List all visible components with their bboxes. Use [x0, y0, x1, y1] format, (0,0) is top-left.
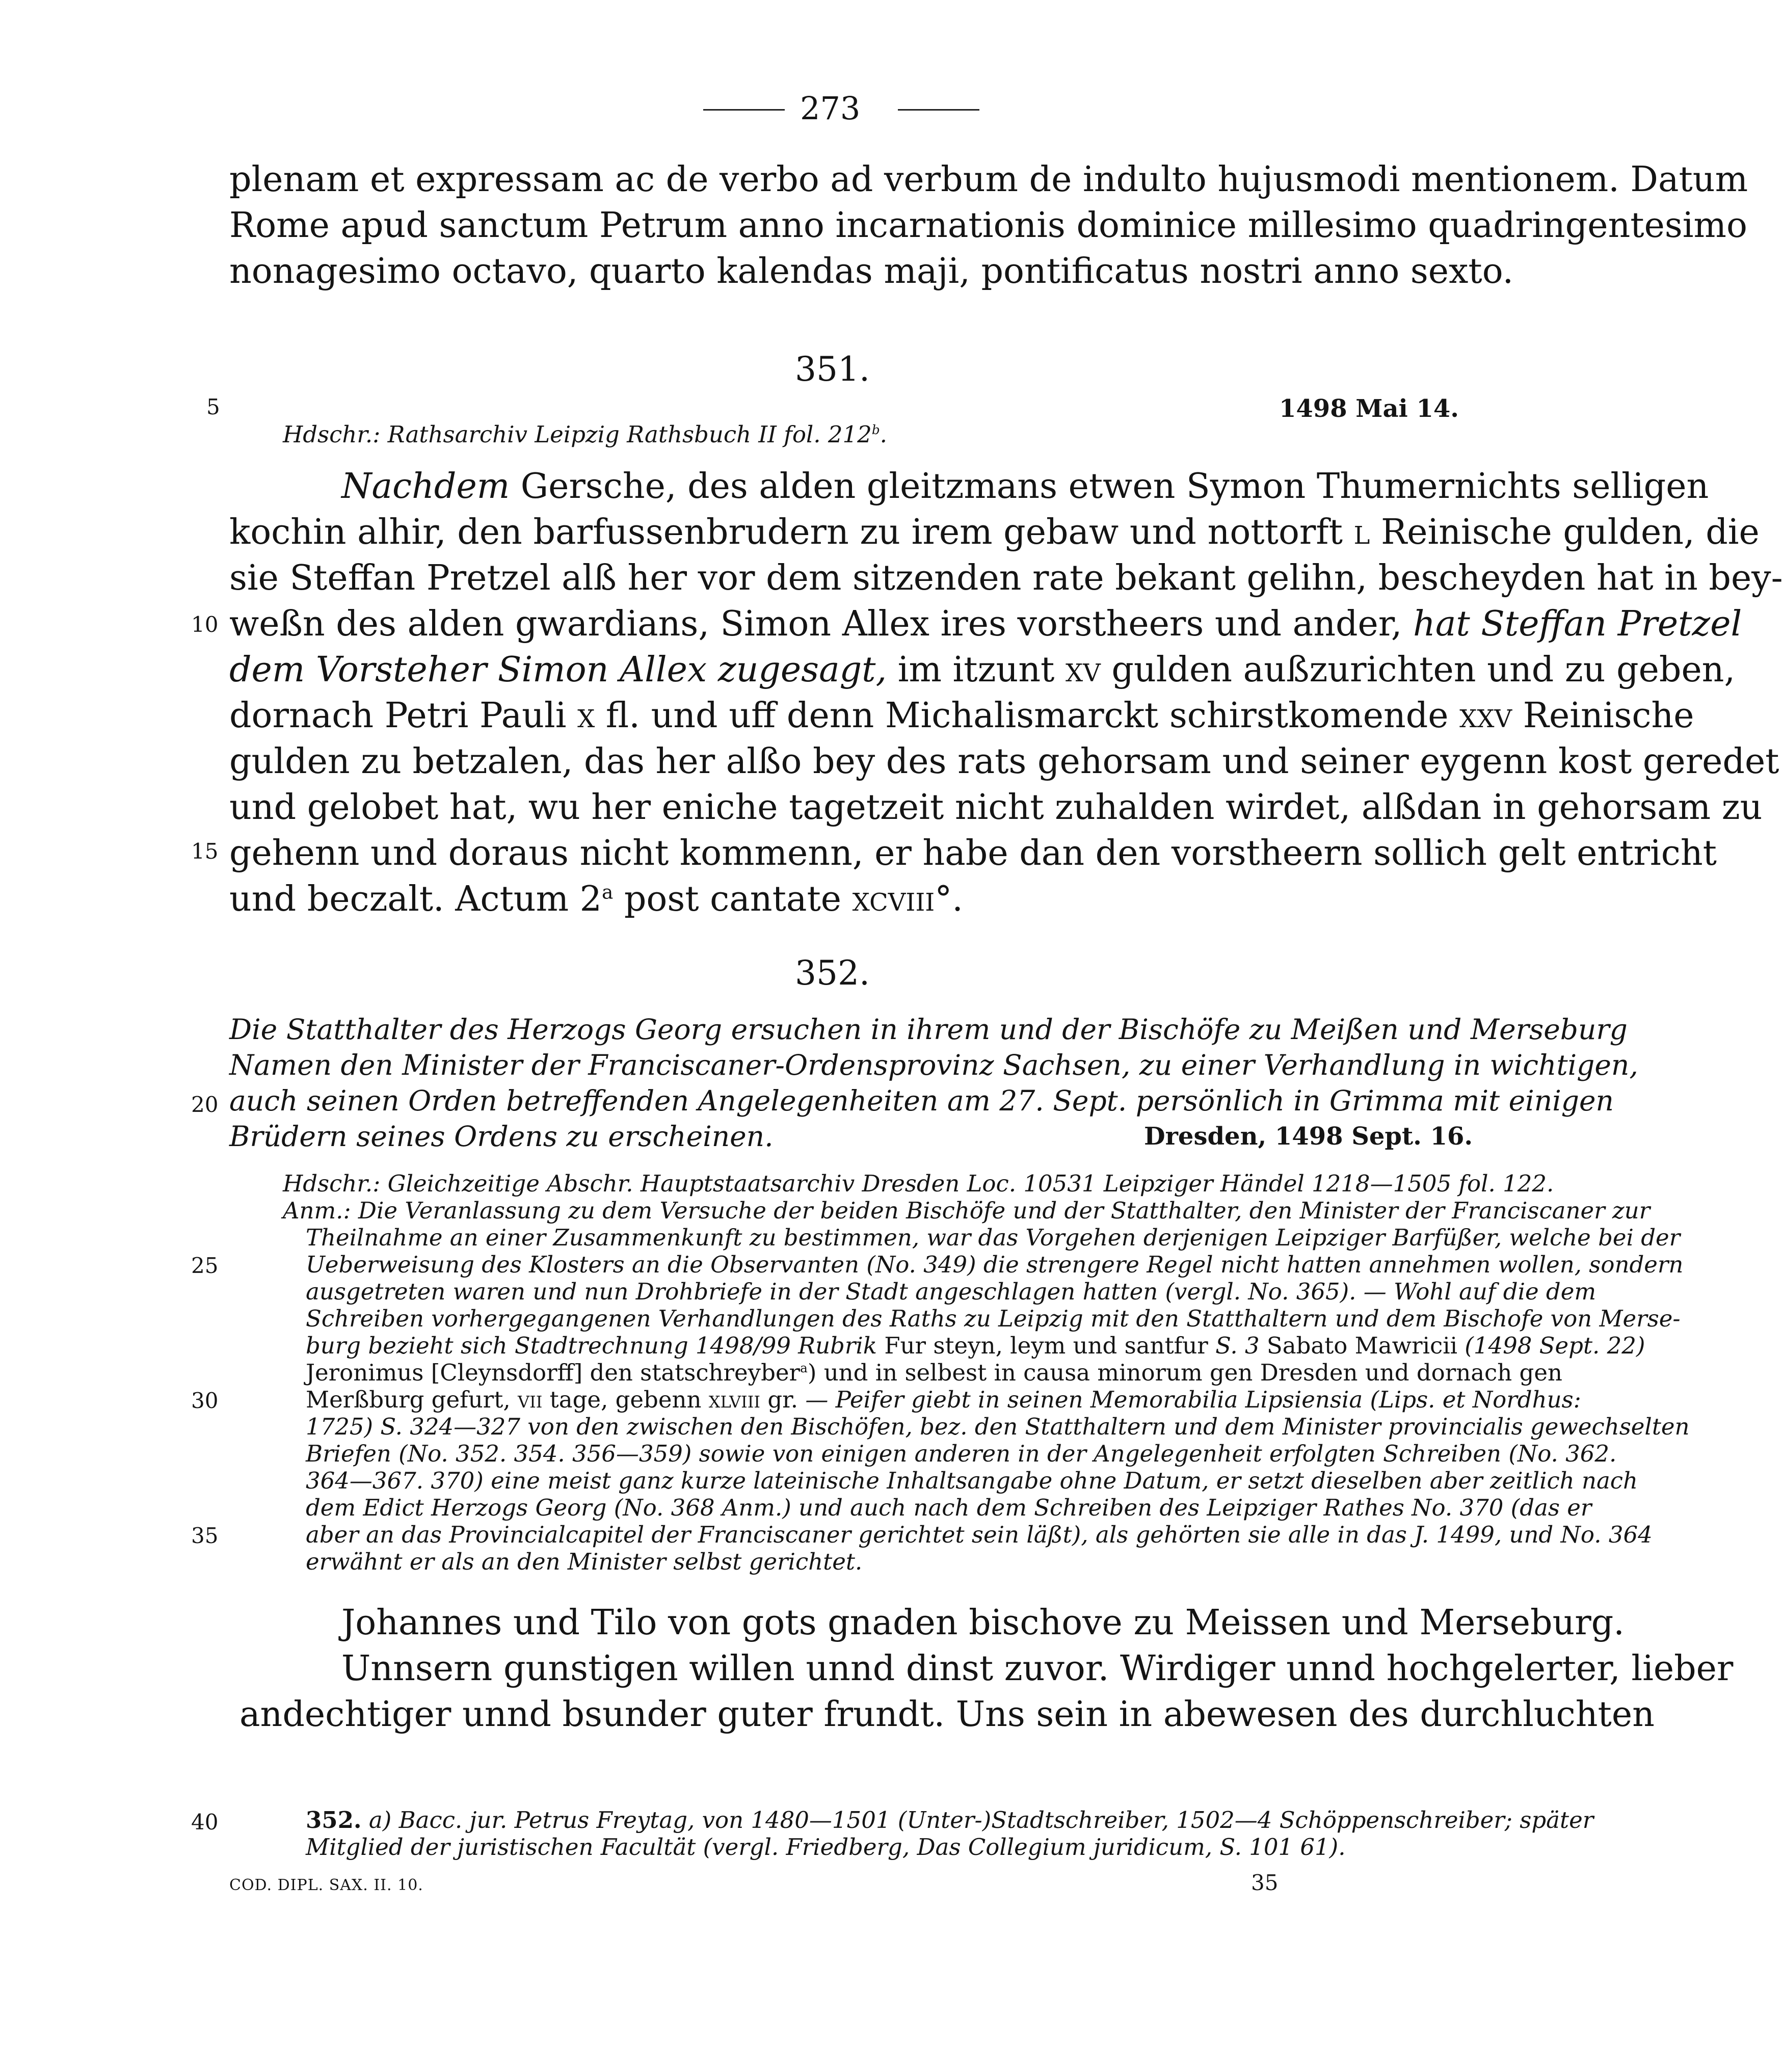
doc-351-line-4-a: weßn des alden gwardians, Simon Allex ires vorstheers und ander, [229, 604, 1414, 644]
doc-351-line-6 [229, 693, 1694, 739]
doc-352-note-8-a: Merßburg gefurt, [306, 1386, 518, 1413]
intro-line-3: nonagesimo octavo, quarto kalendas maji, pontificatus nostri anno sexto. [229, 251, 1514, 291]
footer-signature: COD. DIPL. SAX. II. 10. [229, 1876, 423, 1894]
page-number: 273 [800, 90, 861, 127]
doc-351-numeral-l: l [1353, 512, 1370, 552]
doc-352-note-6-e: (1498 Sept. 22) [1465, 1332, 1645, 1359]
doc-352-letter-2: Unnsern gunstigen willen unnd dinst zuvor. Wirdiger unnd hochgelerter, lieber [341, 1649, 1734, 1689]
doc-351-line-10 [229, 876, 963, 922]
doc-351-line-2-a: kochin alhir, den barfussenbrudern zu irem gebaw und nottorft [229, 512, 1354, 552]
doc-352-note-7-ref: a [800, 1361, 808, 1375]
doc-351-numeral-x: x [577, 696, 595, 736]
doc-352-note-7-b: ) und in selbest in causa minorum gen Dresden und dornach gen [807, 1359, 1562, 1386]
line-number-40: 40 [191, 1810, 219, 1835]
doc-351-line-6-c: Reinische [1512, 696, 1694, 736]
doc-351-line-10-a: und beczalt. Actum 2 [229, 879, 602, 919]
doc-351-line-5 [229, 647, 1736, 693]
doc-352-source: Hdschr.: Gleichzeitige Abschr. Hauptstaatsarchiv Dresden Loc. 10531 Leipziger Händel 1218—1505 fol. 122. [283, 1170, 1554, 1197]
line-number-35: 35 [191, 1523, 219, 1548]
doc-352-note-13: aber an das Provincialcapitel der Franciscaner gerichtet sein läßt), als gehörten sie alle in das J. 1499, und No. 364 [306, 1521, 1653, 1548]
doc-351-line-4-b: hat Steffan Pretzel [1413, 604, 1742, 644]
doc-351-source-folio: b [871, 422, 880, 437]
doc-352-regest-3: auch seinen Orden betreffenden Angelegenheiten am 27. Sept. persönlich in Grimma mit einigen [229, 1084, 1614, 1117]
doc-352-regest-1: Die Statthalter des Herzogs Georg ersuchen in ihrem und der Bischöfe zu Meißen und Merseburg [229, 1013, 1628, 1046]
doc-352-note-8-numeral-2: xlviii [708, 1386, 761, 1413]
doc-351-source [283, 421, 887, 448]
footnote-line-2: Mitglied der juristischen Facultät (vergl. Friedberg, Das Collegium juridicum, S. 101 61). [306, 1834, 1346, 1861]
doc-351-line-10-c: °. [935, 879, 963, 919]
doc-352-note-1: Anm.: Die Veranlassung zu dem Versuche der beiden Bischöfe und der Statthalter, den Minister der Franciscaner zur [283, 1197, 1651, 1224]
footnote-label: 352. [306, 1807, 362, 1834]
line-number-10: 10 [191, 612, 219, 637]
doc-351-line-6-b: fl. und uff denn Michalismarckt schirstkomende [595, 696, 1460, 736]
intro-line-1: plenam et expressam ac de verbo ad verbum de indulto hujusmodi mentionem. Datum [229, 160, 1748, 200]
doc-352-note-6-c: S. 3 [1215, 1332, 1260, 1359]
doc-352-note-8 [306, 1386, 1581, 1413]
line-number-15: 15 [191, 839, 219, 864]
doc-352-note-6-b: Fur steyn, leym und santfur [877, 1332, 1216, 1359]
doc-351-line-3: sie Steffan Pretzel alß her vor dem sitzenden rate bekant gelihn, bescheyden hat in bey- [229, 558, 1783, 598]
doc-352-note-6 [306, 1332, 1645, 1359]
doc-351-line-4 [229, 601, 1742, 647]
doc-352-note-8-d: — Peifer giebt in seinen Memorabilia Lipsiensia (Lips. et Nordhus: [805, 1386, 1581, 1413]
line-number-30: 30 [191, 1388, 219, 1413]
footer-sheet-number: 35 [1251, 1870, 1279, 1895]
doc-351-source-text: Hdschr.: Rathsarchiv Leipzig Rathsbuch II fol. 212 [283, 421, 872, 448]
doc-351-numeral-xxv: xxv [1459, 696, 1512, 736]
doc-351-line-9: gehenn und doraus nicht kommenn, er habe dan den vorstheern sollich gelt entricht [229, 833, 1717, 873]
line-number-25: 25 [191, 1253, 219, 1278]
doc-351-line-7: gulden zu betzalen, das her alßo bey des rats gehorsam und seiner eygenn kost geredet [229, 741, 1779, 782]
doc-352-note-6-a: burg bezieht sich Stadtrechnung 1498/99 Rubrik [306, 1332, 877, 1359]
doc-351-date-text: 1498 Mai 14. [1279, 394, 1459, 423]
doc-352-letter-1: Johannes und Tilo von gots gnaden bischove zu Meissen und Merseburg. [341, 1603, 1625, 1643]
doc-351-line-1 [341, 464, 1709, 510]
doc-352-note-11: 364—367. 370) eine meist ganz kurze lateinische Inhaltsangabe ohne Datum, er setzt dieselben aber zeitlich nach [306, 1467, 1638, 1494]
doc-352-note-7 [306, 1359, 1562, 1386]
doc-352-note-12: dem Edict Herzogs Georg (No. 368 Anm.) und auch nach dem Schreiben des Leipziger Rathes No. 370 (das er [306, 1494, 1592, 1521]
footnote-line-1 [306, 1807, 1593, 1834]
doc-351-line-10-sup: a [601, 881, 614, 904]
doc-351-line-2-b: Reinische gulden, die [1370, 512, 1760, 552]
doc-352-note-9: 1725) S. 324—327 von den zwischen den Bischöfen, bez. den Statthaltern und dem Minister provincialis gewechselten [306, 1413, 1690, 1440]
intro-line-2: Rome apud sanctum Petrum anno incarnationis dominice millesimo quadringentesimo [229, 205, 1747, 246]
doc-352-note-6-d: Sabato Mawricii [1259, 1332, 1465, 1359]
doc-351-line-2 [229, 510, 1760, 555]
doc-352-note-10: Briefen (No. 352. 354. 356—359) sowie von einigen anderen in der Angelegenheit erfolgten Schreiben (No. 362. [306, 1440, 1617, 1467]
doc-352-note-14: erwähnt er als an den Minister selbst gerichtet. [306, 1548, 863, 1575]
doc-352-note-3: Ueberweisung des Klosters an die Observanten (No. 349) die strengere Regel nicht hatten annehmen wollen, sondern [306, 1251, 1684, 1278]
doc-352-note-7-a: Jeronimus [Cleynsdorff] den statschreyber [306, 1359, 801, 1386]
doc-351-line-5-a: dem Vorsteher Simon Allex zugesagt, [229, 650, 887, 690]
line-number-5: 5 [206, 394, 220, 419]
doc-352-note-2: Theilnahme an einer Zusammenkunft zu bestimmen, war das Vorgehen derjenigen Leipziger Barfüßer, welche bei der [306, 1224, 1681, 1251]
doc-351-number: 351. [795, 350, 870, 389]
doc-352-note-8-c: gr. [760, 1386, 806, 1413]
doc-351-source-end: . [880, 421, 887, 448]
doc-351-numeral-xv: xv [1065, 650, 1101, 690]
doc-351-line-5-b: im itzunt [887, 650, 1066, 690]
doc-352-regest-4: Brüdern seines Ordens zu erscheinen. [229, 1120, 774, 1153]
doc-352-letter-3: andechtiger unnd bsunder guter frundt. Uns sein in abewesen des durchluchten [239, 1694, 1655, 1735]
doc-352-date: Dresden, 1498 Sept. 16. [1144, 1122, 1473, 1151]
header-rule-left [703, 109, 785, 111]
doc-352-number: 352. [795, 953, 870, 993]
doc-351-date [1279, 393, 1459, 424]
doc-351-line-1-text: Gersche, des alden gleitzmans etwen Symon Thumernichts selligen [510, 466, 1709, 507]
doc-351-line-5-c: gulden außzurichten und zu geben, [1100, 650, 1736, 690]
doc-352-note-4: ausgetreten waren und nun Drohbriefe in der Stadt angeschlagen hatten (vergl. No. 365). — Wohl auf die dem [306, 1278, 1596, 1305]
header-rule-right [898, 109, 979, 111]
doc-352-note-5: Schreiben vorhergegangenen Verhandlungen des Raths zu Leipzig mit den Statthaltern und dem Bischofe von Merse- [306, 1305, 1681, 1332]
doc-352-note-8-numeral-1: vii [517, 1386, 543, 1413]
doc-351-line-10-b: post cantate [613, 879, 853, 919]
doc-351-numeral-year: xcviii [852, 879, 935, 919]
doc-351-line-6-a: dornach Petri Pauli [229, 696, 578, 736]
doc-351-incipit: Nachdem [341, 466, 510, 507]
doc-351-line-8: und gelobet hat, wu her eniche tagetzeit nicht zuhalden wirdet, alßdan in gehorsam zu [229, 787, 1763, 828]
doc-352-regest-2: Namen den Minister der Franciscaner-Ordensprovinz Sachsen, zu einer Verhandlung in wichtigen, [229, 1049, 1638, 1081]
footnote-text-1: a) Bacc. jur. Petrus Freytag, von 1480—1501 (Unter-)Stadtschreiber, 1502—4 Schöppenschreiber; später [368, 1807, 1594, 1834]
line-number-20: 20 [191, 1092, 219, 1117]
doc-352-note-8-b: tage, gebenn [542, 1386, 709, 1413]
